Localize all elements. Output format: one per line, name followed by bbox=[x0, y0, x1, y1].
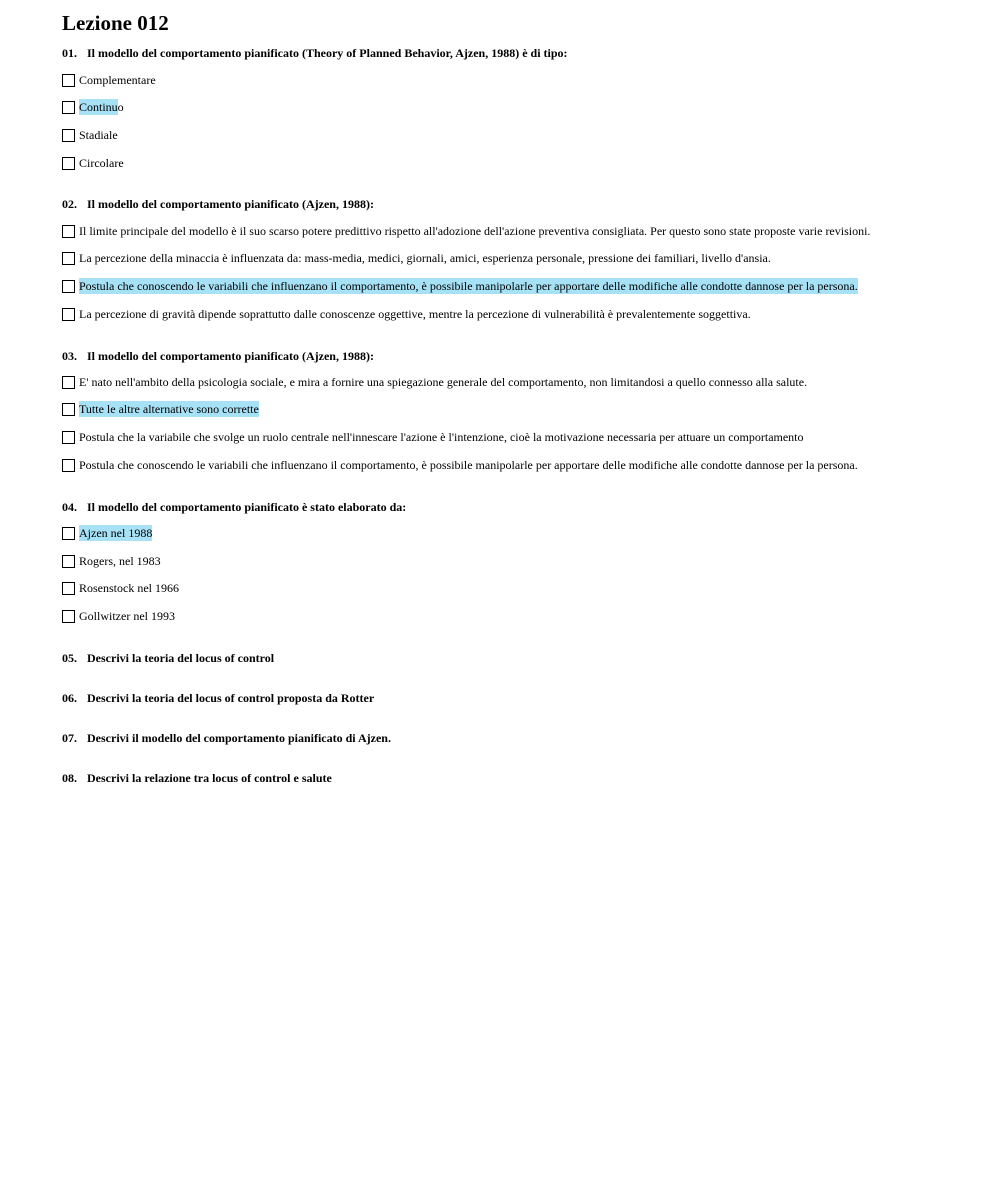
checkbox[interactable] bbox=[62, 252, 75, 265]
option-text: Postula che conoscendo le variabili che influenzano il comportamento, è possibile manipolarle per apportare delle modifiche alle condotte dannose per la persona. bbox=[79, 458, 858, 472]
option-text: Rogers, nel 1983 bbox=[79, 554, 161, 568]
question-number: 06. bbox=[62, 691, 77, 705]
option-text: Circolare bbox=[79, 156, 124, 170]
question-text: Il modello del comportamento pianificato (Ajzen, 1988): bbox=[87, 349, 374, 363]
answer-option[interactable] bbox=[62, 72, 156, 88]
checkbox[interactable] bbox=[62, 157, 75, 170]
option-text-highlighted: Continu bbox=[79, 100, 118, 114]
lesson-title: Lezione 012 bbox=[62, 11, 169, 35]
question-text: Il modello del comportamento pianificato è stato elaborato da: bbox=[87, 500, 407, 514]
question-number: 08. bbox=[62, 771, 77, 785]
question-number: 07. bbox=[62, 731, 77, 745]
question-number: 05. bbox=[62, 651, 77, 665]
question-text: Il modello del comportamento pianificato (Ajzen, 1988): bbox=[87, 197, 374, 211]
checkbox[interactable] bbox=[62, 610, 75, 623]
answer-option[interactable] bbox=[62, 306, 751, 322]
option-text: Stadiale bbox=[79, 128, 118, 142]
answer-option[interactable] bbox=[62, 374, 807, 390]
checkbox[interactable] bbox=[62, 376, 75, 389]
question-03 bbox=[62, 348, 374, 364]
question-number: 03. bbox=[62, 349, 77, 363]
option-text: Gollwitzer nel 1993 bbox=[79, 609, 175, 623]
checkbox[interactable] bbox=[62, 74, 75, 87]
question-05 bbox=[62, 650, 274, 666]
option-text: Rosenstock nel 1966 bbox=[79, 581, 179, 595]
checkbox[interactable] bbox=[62, 555, 75, 568]
option-text: E' nato nell'ambito della psicologia sociale, e mira a fornire una spiegazione generale del comportamento, non limitandosi a quello connesso alla salute. bbox=[79, 375, 808, 389]
answer-option[interactable] bbox=[62, 127, 118, 143]
checkbox[interactable] bbox=[62, 403, 75, 416]
option-text-highlighted: Tutte le altre alternative sono corrette bbox=[79, 402, 259, 416]
answer-option[interactable] bbox=[62, 580, 179, 596]
answer-option-selected[interactable] bbox=[62, 525, 152, 541]
question-number: 02. bbox=[62, 197, 77, 211]
question-text: Descrivi la teoria del locus of control proposta da Rotter bbox=[87, 691, 375, 705]
checkbox[interactable] bbox=[62, 308, 75, 321]
answer-option[interactable] bbox=[62, 155, 124, 171]
question-08 bbox=[62, 770, 332, 786]
question-07 bbox=[62, 730, 391, 746]
option-text: La percezione di gravità dipende soprattutto dalle conoscenze oggettive, mentre la percezione di vulnerabilità è prevalentemente soggettiva. bbox=[79, 307, 751, 321]
answer-option-selected[interactable] bbox=[62, 278, 858, 294]
question-02 bbox=[62, 196, 374, 212]
question-text: Descrivi la relazione tra locus of control e salute bbox=[87, 771, 332, 785]
answer-option[interactable] bbox=[62, 223, 870, 239]
option-text-highlighted: Ajzen nel 1988 bbox=[79, 526, 153, 540]
question-text: Descrivi il modello del comportamento pianificato di Ajzen. bbox=[87, 731, 391, 745]
question-06 bbox=[62, 690, 374, 706]
answer-option[interactable] bbox=[62, 553, 161, 569]
answer-option[interactable] bbox=[62, 250, 771, 266]
checkbox[interactable] bbox=[62, 431, 75, 444]
option-text: Il limite principale del modello è il suo scarso potere predittivo rispetto all'adozione dell'azione preventiva consigliata. Per questo sono state proposte varie revisioni. bbox=[79, 224, 871, 238]
checkbox[interactable] bbox=[62, 582, 75, 595]
answer-option[interactable] bbox=[62, 457, 858, 473]
option-text: La percezione della minaccia è influenzata da: mass-media, medici, giornali, amici, esperienza personale, pressione dei familiari, livello d'ansia. bbox=[79, 251, 771, 265]
checkbox[interactable] bbox=[62, 129, 75, 142]
question-number: 01. bbox=[62, 46, 77, 60]
checkbox[interactable] bbox=[62, 225, 75, 238]
answer-option[interactable] bbox=[62, 429, 804, 445]
option-text-highlighted: Postula che conoscendo le variabili che influenzano il comportamento, è possibile manipolarle per apportare delle modifiche alle condotte dannose per la persona. bbox=[79, 279, 858, 293]
checkbox[interactable] bbox=[62, 280, 75, 293]
checkbox[interactable] bbox=[62, 459, 75, 472]
option-text: Complementare bbox=[79, 73, 156, 87]
question-04 bbox=[62, 499, 406, 515]
option-text: o bbox=[117, 100, 124, 114]
question-text: Il modello del comportamento pianificato (Theory of Planned Behavior, Ajzen, 1988) è di tipo: bbox=[87, 46, 568, 60]
answer-option-selected[interactable] bbox=[62, 401, 259, 417]
answer-option[interactable] bbox=[62, 608, 175, 624]
checkbox[interactable] bbox=[62, 101, 75, 114]
question-text: Descrivi la teoria del locus of control bbox=[87, 651, 275, 665]
option-text: Postula che la variabile che svolge un ruolo centrale nell'innescare l'azione è l'intenzione, cioè la motivazione necessaria per attuare un comportamento bbox=[79, 430, 804, 444]
question-01 bbox=[62, 45, 568, 61]
question-number: 04. bbox=[62, 500, 77, 514]
answer-option-selected[interactable] bbox=[62, 99, 124, 115]
checkbox[interactable] bbox=[62, 527, 75, 540]
